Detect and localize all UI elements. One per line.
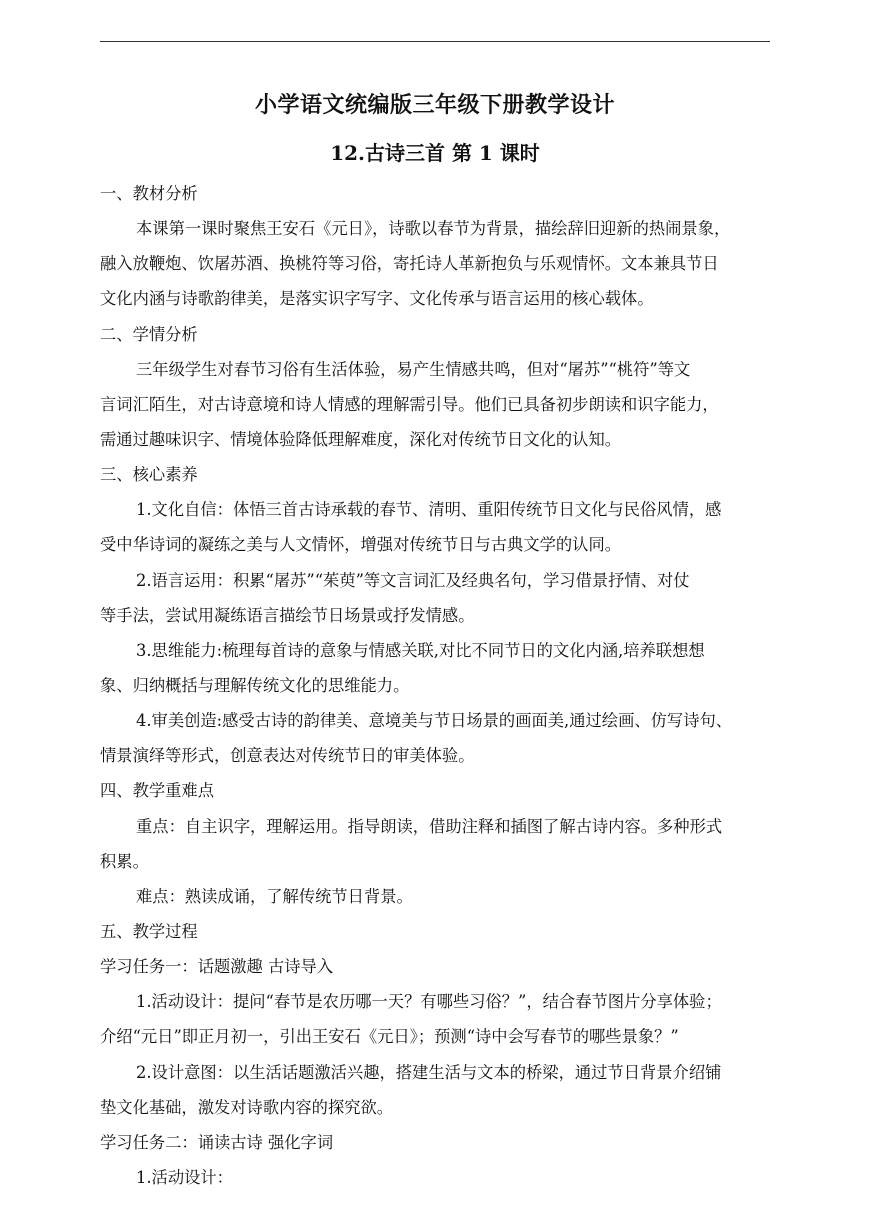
list-item-aesthetic-creation: 4.审美创造:感受古诗的韵律美、意境美与节日场景的画面美,通过绘画、仿写诗句、 (136, 711, 733, 731)
activity-design-line: 1.活动设计：提问“春节是农历哪一天？有哪些习俗？”，结合春节图片分享体验； (136, 992, 722, 1012)
section-heading-textbook-analysis: 一、教材分析 (100, 184, 198, 203)
document-subtitle: 12.古诗三首 第 1 课时 (330, 141, 540, 165)
paragraph-line: 需通过趣味识字、情境体验降低理解难度，深化对传统节日文化的认知。 (100, 429, 622, 449)
section-heading-teaching-process: 五、教学过程 (100, 921, 198, 941)
list-item-thinking-ability-cont: 象、归纳概括与理解传统文化的思维能力。 (100, 675, 410, 695)
list-item-language-use-cont: 等手法，尝试用凝练语言描绘节日场景或抒发情感。 (100, 605, 475, 625)
section-heading-core-literacy: 三、核心素养 (100, 465, 198, 485)
task-heading-1: 学习任务一：话题激趣 古诗导入 (100, 957, 334, 977)
paragraph-line: 融入放鞭炮、饮屠苏酒、换桃符等习俗，寄托诗人革新抱负与乐观情怀。文本兼具节日 (100, 254, 719, 274)
paragraph-line: 本课第一课时聚焦王安石《元日》，诗歌以春节为背景，描绘辞旧迎新的热闹景象， (136, 219, 731, 239)
list-item-language-use: 2.语言运用：积累“屠苏”“茱萸”等文言词汇及经典名句，学习借景抒情、对仗 (136, 570, 690, 590)
paragraph-line: 言词汇陌生，对古诗意境和诗人情感的理解需引导。他们已具备初步朗读和识字能力， (100, 394, 719, 414)
document-title: 小学语文统编版三年级下册教学设计 (254, 92, 615, 118)
list-item-cultural-confidence-cont: 受中华诗词的凝练之美与人文情怀，增强对传统节日与古典文学的认同。 (100, 535, 622, 555)
key-points-line-cont: 积累。 (100, 851, 149, 871)
key-points-line: 重点：自主识字，理解运用。指导朗读，借助注释和插图了解古诗内容。多种形式 (136, 816, 723, 836)
document-body (100, 176, 770, 1195)
section-heading-learner-analysis: 二、学情分析 (100, 324, 198, 344)
list-item-cultural-confidence: 1.文化自信：体悟三首古诗承载的春节、清明、重阳传统节日文化与民俗风情，感 (136, 500, 722, 520)
paragraph-line: 三年级学生对春节习俗有生活体验，易产生情感共鸣，但对“屠苏”“桃符”等文 (136, 359, 691, 379)
list-item-thinking-ability: 3.思维能力:梳理每首诗的意象与情感关联,对比不同节日的文化内涵,培养联想想 (136, 640, 705, 660)
activity-design-line-cont: 介绍“元日”即正月初一，引出王安石《元日》；预测“诗中会写春节的哪些景象？” (100, 1027, 679, 1047)
design-intent-line-cont: 垫文化基础，激发对诗歌内容的探究欲。 (100, 1097, 394, 1117)
task-heading-2: 学习任务二：诵读古诗 强化字词 (100, 1132, 334, 1152)
list-item-aesthetic-creation-cont: 情景演绎等形式，创意表达对传统节日的审美体验。 (100, 746, 475, 766)
header-rule (100, 41, 770, 42)
activity-design-label: 1.活动设计： (136, 1167, 233, 1187)
section-heading-key-difficulties: 四、教学重难点 (100, 781, 214, 801)
paragraph-line: 文化内涵与诗歌韵律美，是落实识字写字、文化传承与语言运用的核心载体。 (100, 289, 654, 309)
design-intent-line: 2.设计意图：以生活话题激活兴趣，搭建生活与文本的桥梁，通过节日背景介绍铺 (136, 1062, 722, 1082)
difficulty-line: 难点：熟读成诵，了解传统节日背景。 (136, 886, 413, 906)
